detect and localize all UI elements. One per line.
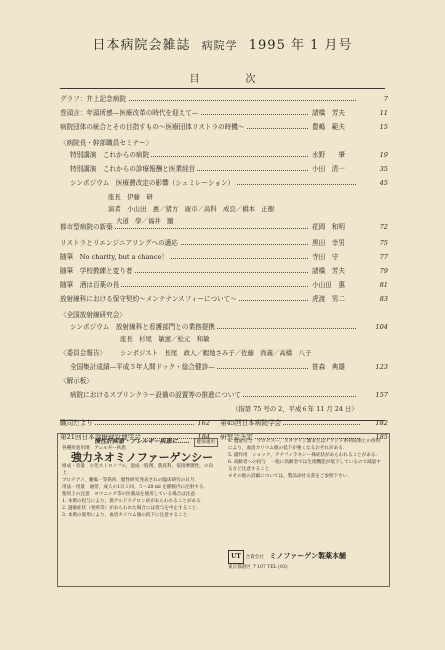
contents-heading: 目次: [189, 74, 302, 85]
ad-text-line: プロテアノ，腫瘍一等筋肉．健性研究発表されの臨床研究の日月．: [62, 478, 200, 483]
toc-entry: [220, 420, 390, 430]
ad-category: 各種疾患用剤 アレルギー疾患: [62, 446, 127, 451]
seminar-chair: 座長 伊藤 研: [108, 193, 153, 201]
toc-page: 45: [379, 179, 388, 187]
toc-title: 全国集計成績—平成５年人間ドック・総合健診—: [70, 363, 215, 371]
toc-entry: [60, 392, 390, 402]
toc-author: 笹森 典雄: [312, 363, 345, 371]
toc-title: 特別講演 これからの病院: [70, 151, 150, 159]
toc-page: 157: [375, 391, 388, 399]
toc-page: 77: [379, 253, 388, 261]
toc-title: 巻頭言：年頭所感—医療改革の時代を迎えて—: [60, 109, 199, 117]
toc-author: 水野 肇: [312, 151, 345, 159]
toc-title: 〈委員会報告〉: [60, 349, 107, 357]
toc-entry: [60, 268, 390, 278]
toc-author: 諸橋 芳夫: [312, 267, 345, 275]
toc-page: 75: [379, 239, 388, 247]
toc-title: シンポジウム 放射線科と看護部門との業務提携: [70, 323, 215, 331]
toc-entry: [60, 166, 390, 176]
notice-reference: （指第 75 号の 2，平成６年 11 月 24 日）: [232, 405, 358, 413]
toc-page: 83: [379, 295, 388, 303]
ad-right-column: [228, 438, 384, 582]
company-logo-icon: UT: [228, 550, 244, 564]
toc-title: 〈全国放射線研究会〉: [60, 311, 126, 319]
toc-entry: [60, 282, 390, 292]
journal-title: 日本病院会雑誌: [92, 38, 191, 53]
toc-page: 72: [379, 223, 388, 231]
toc-entry: [60, 364, 390, 374]
toc-entry: [60, 180, 390, 190]
toc-title: 〈解示板〉: [60, 377, 93, 385]
toc-page: 182: [375, 419, 388, 427]
toc-page: 184: [197, 433, 210, 441]
ad-text-line: 3. 本剤の使用により，血清カリウム値の低下に注意すること．: [62, 513, 192, 518]
toc-title: 随筆 No charity, but a chance！: [60, 253, 168, 261]
toc-page: 185: [375, 433, 388, 441]
toc-title: グラフ：井上記念病院: [60, 95, 126, 103]
toc-author: 豊嶋 範夫: [312, 123, 345, 131]
ad-text-line: 2. 過敏症状（発疹等）があらわれた場合には投与を中止すること．: [62, 506, 202, 511]
ad-badge: 健保適用: [194, 438, 218, 447]
ad-text-line: 4. 過量投与 プロセスー，スタグリジ類またはチアジド系利尿剤との併用により，血清カリウム値の低下が強くなるおそれがある．: [228, 439, 381, 451]
toc-title: 随筆 酒は百薬の長: [60, 281, 120, 289]
toc-entry: [60, 312, 390, 322]
ad-right-text: [228, 438, 384, 480]
toc-title: シンポジウム 医療費改定の影響（シュミレーション）: [70, 179, 235, 187]
company-address: 東京都港区 〒107 TEL (03): [228, 565, 288, 570]
symposium-chair: 座長 杉尾 敏憲／松元 和敏: [120, 335, 210, 343]
toc-entry: [60, 240, 390, 250]
toc-author: 小山田 惠: [312, 281, 345, 289]
toc-title: 放射線科における保守契約〜メンテナンスフィーについて〜: [60, 295, 237, 303]
toc-title: 第21回日本診療録管理学会: [60, 433, 141, 441]
ad-text-line: 1. 本剤の投与により，偽アルドステロン症があらわれることがある．: [62, 499, 206, 504]
toc-entry: [60, 110, 390, 120]
seminar-speakers: 大道 學／福井 顯: [116, 217, 174, 225]
toc-author: 寺田 守: [312, 253, 339, 261]
ad-text-line: 6. 高齢者への投与 一般に高齢者では生理機能が低下しているので減量するなど注意すること．: [228, 460, 381, 472]
toc-page: 81: [379, 281, 388, 289]
toc-page: 79: [379, 267, 388, 275]
ad-text-line: 5. 副作用 ショック，アナフィラキシー様症状があらわれることがある．: [228, 453, 381, 458]
seminar-speakers: 演者 小山田 惠／猪方 廣市／高科 成良／橋本 正樹: [108, 205, 275, 213]
journal-issue: 1995 年 1 月号: [248, 38, 353, 53]
toc-entry: [60, 140, 390, 150]
ad-text-line: 用法・用量 通常，成人の1日１回，５〜20 ml を静脈内に注射する．: [62, 485, 209, 490]
ad-left-column: [62, 438, 222, 582]
toc-author: 黒田 幸男: [312, 239, 345, 247]
symposium-panelists: シンポジスト 長尾 政人／蝦地さみ子／佐藤 尚義／高橋 八子: [120, 349, 312, 357]
toc-entry: [60, 96, 390, 106]
toc-page: 11: [379, 109, 388, 117]
toc-page: 123: [375, 363, 388, 371]
toc-title: 病院におけるスプリンクラー設備の設置等の推進について: [70, 391, 241, 399]
toc-page: 162: [197, 419, 210, 427]
company-name: ミノファーゲン製薬本舗: [269, 551, 347, 560]
journal-subtitle: 病院学: [201, 39, 238, 52]
toc-entry: [60, 324, 390, 334]
toc-entry: [60, 124, 390, 134]
toc-title: 研究会予定: [220, 433, 253, 441]
top-divider: [60, 88, 385, 89]
ad-brand: 強力ネオミノファーゲンシー: [70, 451, 214, 464]
toc-entry: [60, 224, 390, 234]
toc-author: 小田 清一: [312, 165, 345, 173]
ad-text-line: 使用上の注意 ヨウニック等の医薬品を使用している場合は注意．: [62, 492, 200, 497]
journal-header: [0, 34, 445, 53]
toc-title: 〈病院長・幹部職員セミナー〉: [60, 139, 153, 147]
toc-title: 病院団体の統合とその目指すもの〜医療団体リストラの時機〜: [60, 123, 245, 131]
toc-entry: [60, 152, 390, 162]
ad-text-line: ＊その他の詳細については，製品添付文書をご参照下さい．: [228, 474, 352, 479]
toc-author: 虎渡 男二: [312, 295, 345, 303]
toc-title: 都市型病院の新築: [60, 223, 113, 231]
toc-author: 諸橋 芳夫: [312, 109, 345, 117]
ad-left-text: [62, 463, 222, 519]
ad-tagline: 慢性肝疾患・アレルギー疾患に……: [94, 438, 190, 445]
company-prefix: 合資会社: [245, 555, 264, 560]
toc-title: 特別講演 これからの診療報酬と医業経営: [70, 165, 196, 173]
ad-text-line: 組成・容量 小児ストロノフル，混成一般剤，農産科，依接摩擦性，の向上．: [62, 464, 214, 476]
toc-title: リストラとリエンジニアリングへの適応: [60, 239, 178, 247]
toc-title: 第45回日本病院学会: [220, 419, 282, 427]
toc-author: 花岡 和明: [312, 223, 345, 231]
toc-page: 35: [379, 165, 388, 173]
company-block: [228, 550, 384, 571]
toc-entry: [60, 296, 390, 306]
toc-page: 19: [379, 151, 388, 159]
toc-page: 15: [379, 123, 388, 131]
toc-entry: [60, 378, 390, 388]
toc-page: 7: [383, 95, 388, 103]
bottom-divider: [60, 420, 385, 421]
toc-title: 随筆 学校教練と変り者: [60, 267, 133, 275]
advertisement: [57, 433, 390, 587]
toc-page: 104: [375, 323, 388, 331]
toc-title: 職司だより: [60, 419, 93, 427]
toc-entry: [60, 254, 390, 264]
